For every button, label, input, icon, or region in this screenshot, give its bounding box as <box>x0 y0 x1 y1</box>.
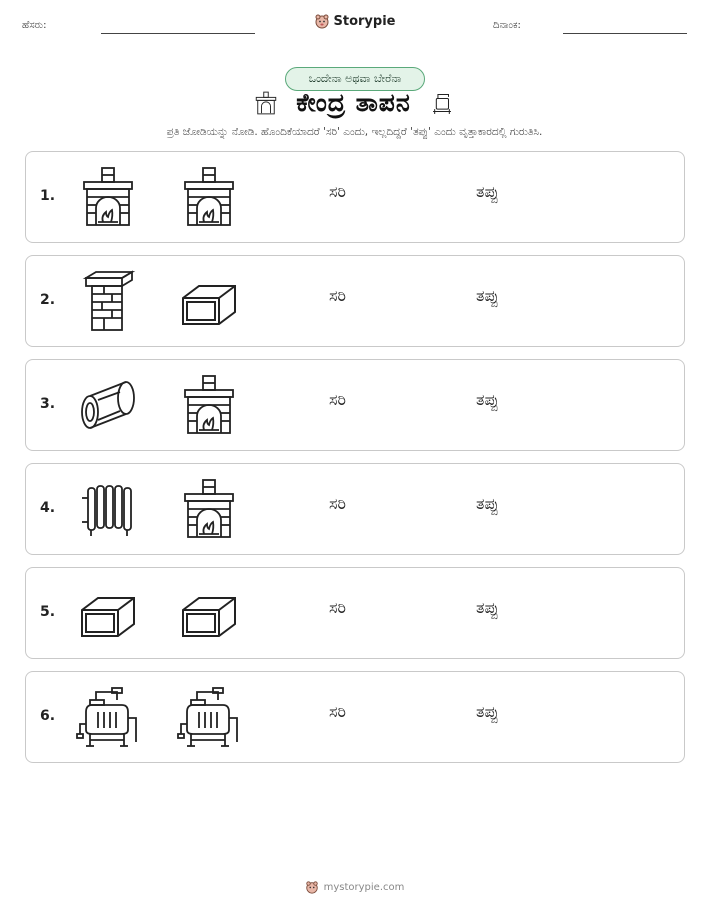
yes-option[interactable]: ಸರಿ <box>329 182 346 201</box>
radiator-icon <box>76 478 140 540</box>
question-number: 4. <box>40 500 56 516</box>
question-number: 1. <box>40 188 56 204</box>
worksheet-title: ಕೇಂದ್ರ ತಾಪನ <box>296 88 411 117</box>
question-row <box>25 151 685 243</box>
fireplace-icon <box>177 374 241 436</box>
footer-site[interactable]: mystorypie.com <box>323 881 405 893</box>
question-row <box>25 359 685 451</box>
yes-option[interactable]: ಸರಿ <box>329 286 346 305</box>
duct-icon <box>76 582 140 644</box>
yes-option[interactable]: ಸರಿ <box>329 702 346 721</box>
worksheet-type-badge: ಒಂದೇನಾ ಅಥವಾ ಬೇರೆನಾ <box>285 67 425 91</box>
yes-option[interactable]: ಸರಿ <box>329 598 346 617</box>
storypie-logo-icon <box>305 880 319 894</box>
pipe-icon <box>76 374 140 436</box>
storypie-logo-icon <box>314 13 330 29</box>
no-option[interactable]: ತಪ್ಪು <box>476 494 499 513</box>
yes-option[interactable]: ಸರಿ <box>329 390 346 409</box>
duct-icon <box>177 270 241 332</box>
name-label: ಹೆಸರು: <box>22 20 47 31</box>
fireplace-icon <box>254 88 278 118</box>
chimney-icon <box>76 270 140 332</box>
footer <box>0 880 709 894</box>
yes-option[interactable]: ಸರಿ <box>329 494 346 513</box>
no-option[interactable]: ತಪ್ಪು <box>476 598 499 617</box>
question-list <box>25 151 685 775</box>
fireplace-icon <box>177 166 241 228</box>
question-number: 3. <box>40 396 56 412</box>
question-row <box>25 255 685 347</box>
question-row <box>25 671 685 763</box>
fireplace-icon <box>76 166 140 228</box>
boiler-icon <box>177 686 241 748</box>
instructions: ಪ್ರತಿ ಜೋಡಿಯನ್ನು ನೋಡಿ. ಹೊಂದಿಕೆಯಾದರೆ 'ಸರಿ' ಎಂದು, ಇಲ್ಲದಿದ್ದರೆ 'ತಪ್ಪು' ಎಂದು ವೃತ್ತಾಕಾರದಲ್ಲಿ ಗುರುತಿಸಿ. <box>166 126 543 138</box>
boiler-icon <box>429 88 455 118</box>
date-label: ದಿನಾಂಕ: <box>493 20 521 31</box>
question-number: 6. <box>40 708 56 724</box>
brand <box>0 13 709 33</box>
question-number: 5. <box>40 604 56 620</box>
no-option[interactable]: ತಪ್ಪು <box>476 182 499 201</box>
name-line[interactable] <box>101 33 255 34</box>
no-option[interactable]: ತಪ್ಪು <box>476 390 499 409</box>
fireplace-icon <box>177 478 241 540</box>
no-option[interactable]: ತಪ್ಪು <box>476 702 499 721</box>
boiler-icon <box>76 686 140 748</box>
duct-icon <box>177 582 241 644</box>
title-row <box>0 88 709 118</box>
question-row <box>25 463 685 555</box>
date-line[interactable] <box>563 33 687 34</box>
question-number: 2. <box>40 292 56 308</box>
no-option[interactable]: ತಪ್ಪು <box>476 286 499 305</box>
question-row <box>25 567 685 659</box>
brand-name: Storypie <box>333 13 396 29</box>
